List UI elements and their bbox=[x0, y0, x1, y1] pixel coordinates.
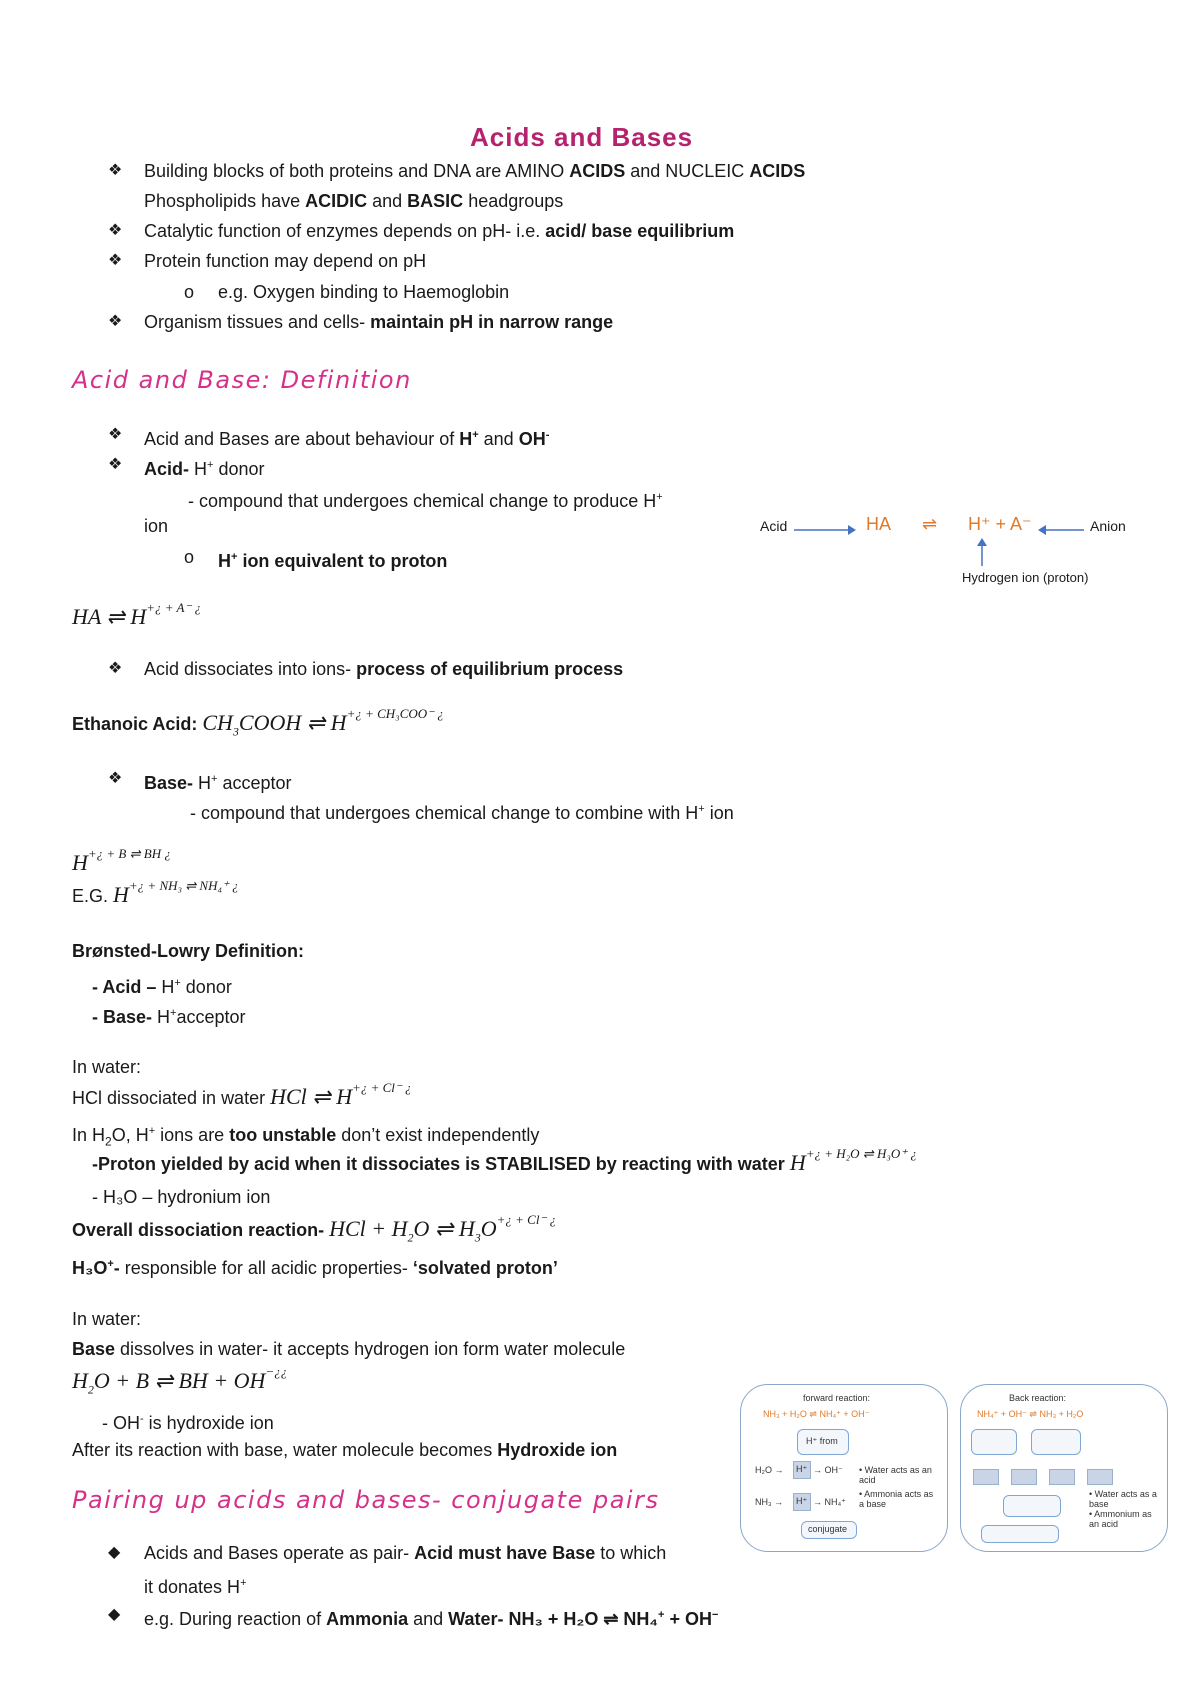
diagram-hydrogen-label: Hydrogen ion (proton) bbox=[962, 570, 1089, 585]
diagram-hplus: H⁺ + A⁻ bbox=[968, 514, 1032, 534]
bullet-diamond-icon: ❖ bbox=[108, 162, 123, 179]
arrow-left-icon bbox=[1038, 524, 1084, 536]
h2o-unstable-line: In $H_2O$, H+ ions are too unstable don’t exist independently bbox=[72, 1125, 540, 1149]
after-reaction-line: After its reaction with base, water molecule becomes Hydroxide ion bbox=[72, 1440, 618, 1460]
intro-bullet-1: Building blocks of both proteins and DNA are AMINO ACIDS and NUCLEIC ACIDS bbox=[144, 161, 806, 181]
bullet-diamond-icon: ❖ bbox=[108, 456, 123, 473]
intro-bullet-3: Protein function may depend on pH bbox=[144, 251, 427, 271]
equation-ammonia-example: E.G. $H^{+¿ + NH_3 \rightleftharpoons NH_4^+ ¿}$ bbox=[72, 878, 239, 907]
forward-nh3: NH₃ → bbox=[755, 1497, 784, 1507]
intro-bullet-2: Catalytic function of enzymes depends on pH- i.e. acid/ base equilibrium bbox=[144, 221, 735, 241]
dissociation-bullet: Acid dissociates into ions- process of equilibrium process bbox=[144, 659, 624, 679]
bullet-diamond-icon: ❖ bbox=[108, 313, 123, 330]
intro-bullet-1-line2: Phospholipids have ACIDIC and BASIC headgroups bbox=[144, 191, 564, 211]
bronsted-lowry-heading: Brønsted-Lowry Definition: bbox=[72, 941, 304, 961]
back-gray-1 bbox=[973, 1469, 999, 1485]
bullet-diamond-icon: ◆ bbox=[108, 1544, 121, 1561]
bullet-diamond-icon: ❖ bbox=[108, 770, 123, 787]
back-box-3 bbox=[1003, 1495, 1061, 1517]
diagram-equilibrium: ⇌ bbox=[922, 514, 938, 534]
equation-ha-dissociation: HA ⇌ $H^{+¿ + A^- ¿}$ bbox=[72, 600, 202, 629]
back-equation: NH₄⁺ + OH⁻ ⇌ NH₃ + H₂O bbox=[977, 1409, 1084, 1419]
sub-bullet-marker: o bbox=[184, 282, 195, 302]
section-heading-conjugate-pairs: Pairing up acids and bases- conjugate pairs bbox=[72, 1486, 660, 1514]
back-box-2 bbox=[1031, 1429, 1081, 1455]
definition-bullet-1: Acid and Bases are about behaviour of H+ and OH- bbox=[144, 429, 550, 449]
back-reaction-diagram bbox=[960, 1384, 1168, 1552]
back-note-1: • Water acts as a base bbox=[1089, 1489, 1157, 1509]
forward-nh4: → NH₄⁺ bbox=[813, 1497, 846, 1507]
acid-description: - compound that undergoes chemical change to produce H+ bbox=[188, 491, 663, 511]
section-heading-definition: Acid and Base: Definition bbox=[72, 366, 412, 394]
pairing-bullet-2: e.g. During reaction of Ammonia and Water- NH₃ + H₂O ⇌ NH₄+ + OH− bbox=[144, 1609, 719, 1629]
proton-equivalence: H+ ion equivalent to proton bbox=[218, 551, 448, 571]
back-note-2: • Ammonium as an acid bbox=[1089, 1509, 1152, 1529]
bronsted-base: - Base- H+acceptor bbox=[92, 1007, 246, 1027]
forward-title: forward reaction: bbox=[803, 1393, 871, 1403]
forward-equation: NH₃ + H₂O ⇌ NH₄⁺ + OH⁻ bbox=[763, 1409, 870, 1419]
overall-dissociation: Overall dissociation reaction- HCl + $H_2O$ ⇌ $H_3O^{+¿ + Cl^- ¿}$ bbox=[72, 1212, 557, 1245]
arrow-up-icon bbox=[976, 538, 988, 566]
page-title: Acids and Bases bbox=[470, 122, 694, 152]
forward-note-1: • Water acts as an acid bbox=[859, 1465, 932, 1485]
forward-reaction-diagram bbox=[740, 1384, 948, 1552]
bullet-diamond-icon: ❖ bbox=[108, 660, 123, 677]
forward-note-2: • Ammonia acts as a base bbox=[859, 1489, 934, 1509]
back-box-1 bbox=[971, 1429, 1017, 1455]
base-definition: Base- H+ acceptor bbox=[144, 773, 292, 793]
in-water-label: In water: bbox=[72, 1057, 142, 1077]
forward-oh: → OH⁻ bbox=[813, 1465, 843, 1475]
pairing-bullet-1-line2: it donates H+ bbox=[144, 1577, 247, 1597]
bullet-diamond-icon: ❖ bbox=[108, 222, 123, 239]
intro-sub-bullet: e.g. Oxygen binding to Haemoglobin bbox=[218, 282, 510, 302]
ethanoic-acid-equation: Ethanoic Acid: $CH_3COOH$ ⇌ $H^{+¿ + CH_3COO^- ¿}$ bbox=[72, 706, 444, 739]
equation-base-water: $H_2O + B$ ⇌ BH + OH−¿¿ bbox=[72, 1364, 288, 1397]
forward-hplus-box-2: H⁺ bbox=[793, 1493, 811, 1511]
base-description: - compound that undergoes chemical change to combine with H+ ion bbox=[190, 803, 734, 823]
bullet-diamond-icon: ❖ bbox=[108, 426, 123, 443]
forward-bottom-box: conjugate bbox=[801, 1521, 857, 1539]
back-bottom-box bbox=[981, 1525, 1059, 1543]
back-gray-2 bbox=[1011, 1469, 1037, 1485]
hcl-dissociation: HCl dissociated in water HCl ⇌ $H^{+¿ + Cl^- ¿}$ bbox=[72, 1080, 412, 1109]
h3o-properties: H₃O+- responsible for all acidic properties- ‘solvated proton’ bbox=[72, 1258, 558, 1278]
acid-definition: Acid- H+ donor bbox=[144, 459, 265, 479]
arrow-right-icon bbox=[794, 524, 856, 536]
forward-h-box: H⁺ from bbox=[797, 1429, 849, 1455]
hydroxide-line: - OH- is hydroxide ion bbox=[102, 1413, 274, 1433]
equation-base-acceptor: $H^{+¿ + B \rightleftharpoons BH ¿}$ bbox=[72, 846, 171, 875]
bullet-diamond-icon: ◆ bbox=[108, 1606, 121, 1623]
diagram-anion-label: Anion bbox=[1090, 518, 1126, 534]
acid-description-line2: ion bbox=[144, 516, 169, 536]
intro-bullet-4: Organism tissues and cells- maintain pH in narrow range bbox=[144, 312, 614, 332]
bronsted-acid: - Acid – H+ donor bbox=[92, 977, 232, 997]
proton-stabilised-line: -Proton yielded by acid when it dissociates is STABILISED by reacting with water $H^{+¿ + H_2O \rightleftharpoons H_3O^+ ¿}$ bbox=[92, 1146, 917, 1175]
diagram-acid-label: Acid bbox=[760, 518, 788, 534]
acid-dissociation-diagram bbox=[740, 500, 1130, 590]
in-water-label-2: In water: bbox=[72, 1309, 142, 1329]
bullet-diamond-icon: ❖ bbox=[108, 252, 123, 269]
back-title: Back reaction: bbox=[1009, 1393, 1067, 1403]
forward-h2o: H₂O → bbox=[755, 1465, 784, 1475]
pairing-bullet-1: Acids and Bases operate as pair- Acid must have Base to which bbox=[144, 1543, 667, 1563]
back-gray-4 bbox=[1087, 1469, 1113, 1485]
diagram-ha: HA bbox=[866, 514, 892, 534]
forward-hplus-box: H⁺ bbox=[793, 1461, 811, 1479]
back-gray-3 bbox=[1049, 1469, 1075, 1485]
base-dissolves: Base dissolves in water- it accepts hydrogen ion form water molecule bbox=[72, 1339, 626, 1359]
hydronium-line: - H₃O – hydronium ion bbox=[92, 1187, 271, 1207]
sub-bullet-marker: o bbox=[184, 547, 195, 567]
